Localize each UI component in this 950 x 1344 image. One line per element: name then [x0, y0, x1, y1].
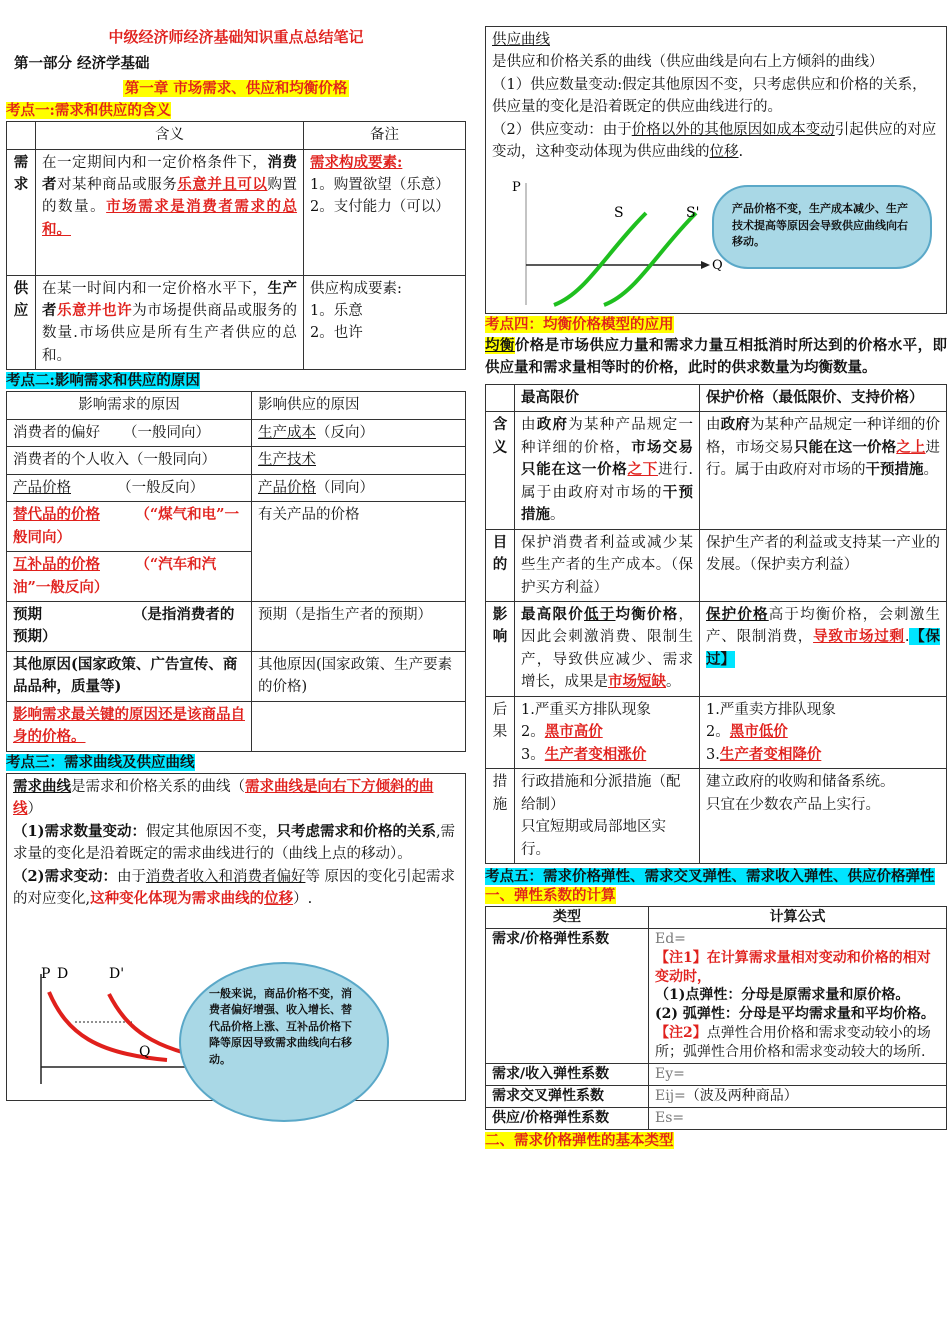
- supply-curve-s: [554, 213, 646, 305]
- kp4-def-max: 由政府为某种产品规定一种详细的价格，市场交易只能在这一价格之下进行.属于由政府对市场的干预措施。: [515, 412, 700, 529]
- right-column: [485, 26, 947, 1150]
- kp2-heading: 考点二:影响需求和供应的原因: [6, 372, 200, 390]
- kp4-eff-max: 最高限价低于均衡价格，因此会刺激消费、限制生产，导致供应减少、需求增长，成果是市场短缺。: [515, 602, 700, 697]
- elasticity-formula: Ed= 【注1】在计算需求量相对变动和价格的相对变动时， （1)点弹性：分母是原需求量和原价格。 (2) 弧弹性：分母是平均需求量和平均价格。 【注2】点弹性合用价格和需求变动较小的场所；弧弹性合用价格和需求变动较大的场所.: [649, 928, 947, 1063]
- demand-note: 需求构成要素: 1。购置欲望（乐意） 2。支付能力（可以）: [304, 149, 466, 275]
- kp4-table: [485, 384, 947, 864]
- kp4-head-min: 保护价格（最低限价、支持价格）: [700, 384, 947, 411]
- graph-d2-label: D': [109, 965, 125, 982]
- kp2-row: 影响需求最关键的原因还是该商品自身的价格。: [7, 701, 252, 751]
- kp4-goal-max: 保护消费者利益或减少某些生产者的生产成本。（保护买方利益）: [515, 529, 700, 601]
- demand-quantity-change: （1)需求数量变动：假定其他原因不变，只考虑需求和价格的关系,需求量的变化是沿着既定的需求曲线进行的（曲线上点的移动）。: [13, 822, 456, 863]
- kp4-mea-max: 行政措施和分派措施（配给制） 只宜短期或局部地区实行。: [515, 769, 700, 864]
- supply-note: 供应构成要素: 1。乐意 2。也许: [304, 275, 466, 370]
- kp4-row-label: 含义: [486, 412, 515, 529]
- demand-curve-definition: 需求曲线是需求和价格关系的曲线（需求曲线是向右下方倾斜的曲线）: [13, 777, 434, 818]
- kp2-row: 产品价格 （一般反向）: [7, 474, 252, 501]
- kp4-row-label: 措施: [486, 769, 515, 864]
- kp2-row: 互补品的价格 （“汽车和汽油”一般反向）: [7, 552, 252, 602]
- kp2-row: 生产成本（反向）: [252, 419, 466, 446]
- kp4-eff-min: 保护价格高于均衡价格，会刺激生产、限制消费，导致市场过剩.【保过】: [700, 602, 947, 697]
- document-title: 中级经济师经济基础知识重点总结笔记: [108, 28, 364, 46]
- sgraph-q-label: Q: [712, 258, 723, 273]
- kp4-row-label: 目的: [486, 529, 515, 601]
- sgraph-p-label: P: [512, 180, 521, 195]
- kp1-heading: 考点一:需求和供应的含义: [6, 102, 171, 120]
- kp2-row: 消费者的个人收入（一般同向）: [7, 447, 252, 474]
- kp5-sub1: 一、弹性系数的计算: [485, 887, 616, 904]
- elasticity-formula: Eij=（波及两种商品）: [649, 1085, 947, 1107]
- kp4-row-label: 影响: [486, 602, 515, 697]
- kp5-sub2: 二、需求价格弹性的基本类型: [485, 1131, 674, 1149]
- sgraph-s2-label: S': [686, 205, 700, 221]
- elasticity-formula: Ey=: [649, 1063, 947, 1085]
- kp3-heading: 考点三：需求曲线及供应曲线: [6, 753, 195, 771]
- elasticity-type: 需求交叉弹性系数: [486, 1085, 649, 1107]
- kp2-head-supply: 影响供应的原因: [252, 392, 466, 419]
- supply-curve-definition: 供应曲线是供应和价格关系的曲线（供应曲线是向右上方倾斜的曲线）: [492, 32, 884, 71]
- x-axis-arrow: [701, 261, 710, 269]
- kp2-row: 产品价格（同向）: [252, 474, 466, 501]
- kp2-row: 替代品的价格 （“煤气和电”一般同向）: [7, 502, 252, 552]
- kp4-row-label: 后果: [486, 696, 515, 768]
- supply-label: 供应: [7, 275, 36, 370]
- demand-meaning: 在一定期间内和一定价格条件下，消费者对某种商品或服务乐意并且可以购置的数量。市场需求是消费者需求的总和。: [36, 149, 304, 275]
- sgraph-s-label: S: [614, 205, 624, 221]
- supply-curve-graph: [496, 173, 726, 313]
- kp4-res-min: 1.严重卖方排队现象 2。黑市低价 3.生产者变相降价: [700, 696, 947, 768]
- kp1-head-meaning: 含义: [36, 122, 304, 149]
- kp4-mea-min: 建立政府的收购和储备系统。 只宜在少数农产品上实行。: [700, 769, 947, 864]
- graph-d-label: D: [57, 965, 69, 982]
- kp1-table: [6, 121, 466, 370]
- elasticity-type: 需求/收入弹性系数: [486, 1063, 649, 1085]
- elasticity-type: 供应/价格弹性系数: [486, 1107, 649, 1129]
- supply-bubble: 产品价格不变，生产成本减少、生产技术提高等原因会导致供应曲线向右移动。: [712, 185, 932, 269]
- kp4-def-min: 由政府为某种产品规定一种详细的价格，市场交易只能在这一价格之上进行。属于由政府对市场的干预措施。: [700, 412, 947, 529]
- supply-change: （2）供应变动：由于价格以外的其他原因如成本变动引起供应的对应变动，这种变动体现为供应曲线的位移.: [492, 121, 937, 161]
- elasticity-formula: Es=: [649, 1107, 947, 1129]
- kp2-row: 其他原因(国家政策、广告宣传、商品品种，质量等): [7, 651, 252, 701]
- kp2-row: 生产技术: [252, 447, 466, 474]
- kp2-row: 预期（是指生产者的预期）: [252, 601, 466, 651]
- demand-label: 需求: [7, 149, 36, 275]
- kp4-goal-min: 保护生产者的利益或支持某一产业的发展。（保护卖方利益）: [700, 529, 947, 601]
- kp2-row: 消费者的偏好 （一般同向）: [7, 419, 252, 446]
- kp2-row: 预期 （是指消费者的预期）: [7, 601, 252, 651]
- elasticity-head-type: 类型: [486, 906, 649, 928]
- demand-change: （2)需求变动：由于消费者收入和消费者偏好等 原因的变化引起需求的对应变化,这种变化体现为需求曲线的位移）.: [13, 867, 456, 907]
- elasticity-head-formula: 计算公式: [649, 906, 947, 928]
- kp2-row: 其他原因(国家政策、生产要素的价格): [252, 651, 466, 701]
- kp4-heading: 考点四：均衡价格模型的应用: [485, 316, 674, 333]
- part-heading: 第一部分 经济学基础: [14, 55, 150, 73]
- supply-meaning: 在某一时间内和一定价格水平下，生产者乐意并也许为市场提供商品或服务的数量.市场供应是所有生产者供应的总和。: [36, 275, 304, 370]
- supply-curve-s-prime: [604, 213, 696, 305]
- left-column: [6, 22, 466, 1101]
- demand-bubble: 一般来说，商品价格不变，消费者偏好增强、收入增长、替代品价格上涨、互补品价格下降等原因导致需求曲线向右移动。: [179, 962, 389, 1122]
- kp4-head-max: 最高限价: [515, 384, 700, 411]
- graph-q-label: Q: [139, 1043, 151, 1060]
- kp5-heading: 考点五：需求价格弹性、需求交叉弹性、需求收入弹性、供应价格弹性: [485, 868, 935, 886]
- supply-quantity-change: （1）供应数量变动:假定其他原因不变，只考虑供应和价格的关系，供应量的变化是沿着既定的供应曲线进行的。: [492, 76, 927, 116]
- chapter-heading: 第一章 市场需求、供应和均衡价格: [124, 79, 348, 97]
- kp1-head-note: 备注: [304, 122, 466, 149]
- elasticity-table: [485, 906, 947, 1130]
- graph-p-label: P: [41, 965, 51, 982]
- kp4-res-max: 1.严重买方排队现象 2。黑市高价 3。生产者变相涨价: [515, 696, 700, 768]
- elasticity-type: 需求/价格弹性系数: [486, 928, 649, 1063]
- demand-curve-box: [6, 773, 466, 1101]
- kp2-head-demand: 影响需求的原因: [7, 392, 252, 419]
- equilibrium-intro: 均衡价格是市场供应力量和需求力量互相抵消时所达到的价格水平，即供应量和需求量相等时的价格，此时的供求数量为均衡数量。: [485, 336, 948, 377]
- kp2-table: [6, 391, 466, 752]
- kp2-row: 有关产品的价格: [252, 502, 466, 602]
- supply-curve-box: [485, 26, 947, 314]
